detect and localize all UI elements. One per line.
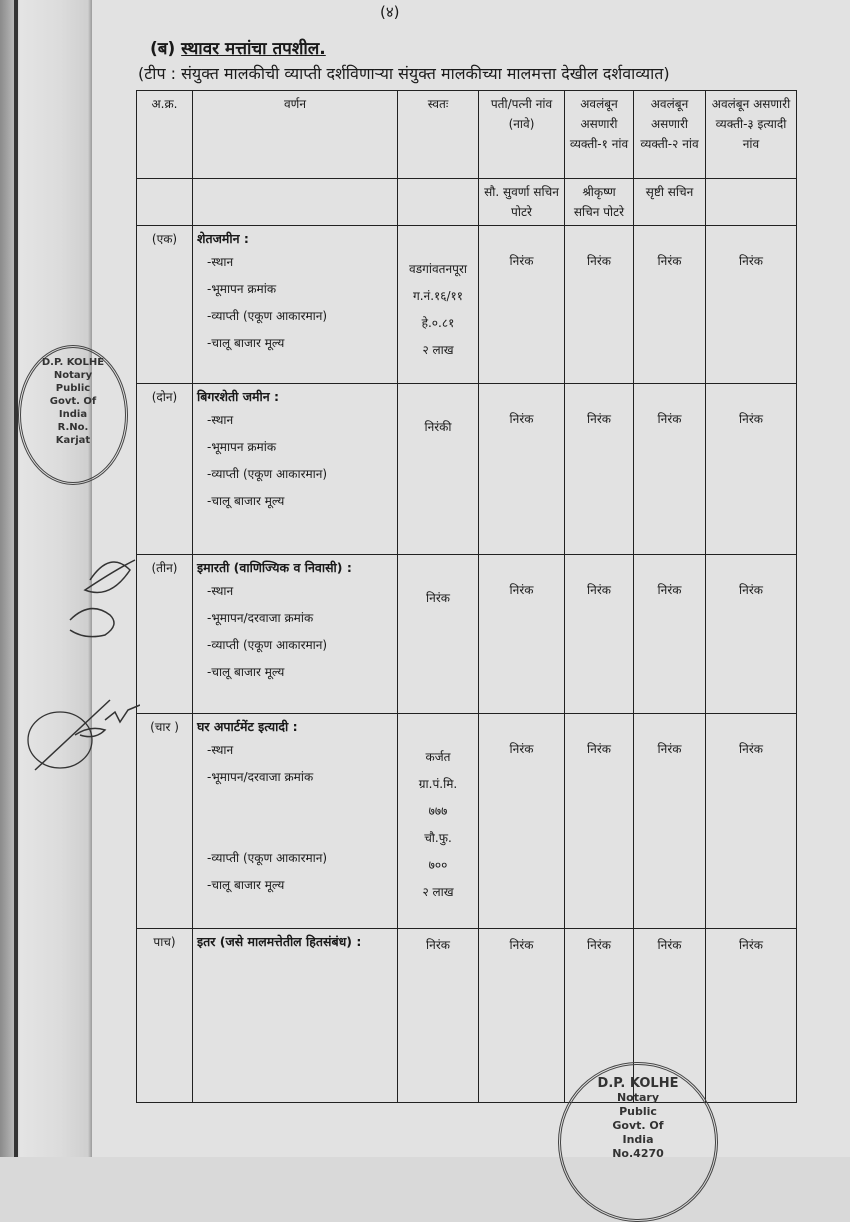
row-item: -भूमापन/दरवाजा क्रमांक [207,770,314,784]
nil-value: निरंक [587,254,611,268]
stamp-line: Public [55,383,91,394]
stamp-line: Govt. Of [612,1119,664,1132]
names-empty-1 [137,179,193,226]
row-item: -भूमापन/दरवाजा क्रमांक [207,611,314,625]
row-category: घर अपार्टमेंट इत्यादी : [197,719,298,734]
row-number: (दोन) [137,384,193,555]
self-value: निरंक [426,938,450,952]
self-value: २ लाख [422,343,454,357]
dependent-2-cell [634,384,706,555]
section-marker: (ब) [150,39,176,59]
nil-value: निरंक [739,412,763,426]
self-value: वडगांवतनपूरा [409,262,467,276]
nil-value: निरंक [509,412,534,426]
signature-stroke [85,560,135,593]
row-description [193,384,398,555]
nil-value: निरंक [657,254,682,268]
self-value: ७७७ [428,804,448,818]
row-item: -स्थान [207,413,234,427]
nil-value: निरंक [657,742,682,756]
nil-value: निरंक [587,938,611,952]
header-dependent-3: अवलंबून असणारी व्यक्ती-३ इत्यादी नांव [706,91,797,179]
header-dependent-1: अवलंबून असणारी व्यक्ती-१ नांव [565,91,634,179]
dependent-1-cell [565,384,634,555]
spouse-cell [479,384,565,555]
nil-value: निरंक [509,938,534,952]
note-text: (टीप : संयुक्त मालकीची व्याप्ती दर्शविणाऱ्या संयुक्त मालकीच्या मालमत्ता देखील दर्शवाव्यात) [138,64,670,83]
dependent-1-cell [565,714,634,929]
nil-value: निरंक [657,938,682,952]
row-category: बिगरशेती जमीन : [197,389,280,404]
stamp-line: R.No. [57,422,89,433]
row-category: शेतजमीन : [197,231,249,246]
row-description [193,555,398,714]
spouse-cell [479,226,565,384]
self-value: २ लाख [422,885,454,899]
nil-value: निरंक [587,583,611,597]
self-value: ग.नं.१६/११ [412,289,464,303]
header-self: स्वतः [398,91,479,179]
stamp-line: No.4270 [612,1147,664,1160]
nil-value: निरंक [587,412,611,426]
notary-stamp-bottom [558,1062,718,1222]
nil-value: निरंक [739,938,763,952]
row-self [398,555,479,714]
dependent-1-name: श्रीकृष्ण सचिन पोटरे [565,179,634,226]
self-value: निरंक [426,591,450,605]
nil-value: निरंक [739,742,763,756]
row-item: -स्थान [207,743,234,757]
table-row [137,384,797,555]
dependent-3-cell [706,555,797,714]
header-spouse: पती/पत्नी नांव (नावे) [479,91,565,179]
dependent-2-cell [634,714,706,929]
dependent-3-cell [706,384,797,555]
assets-table [136,90,797,1103]
stamp-line: Notary [53,370,93,381]
names-empty-3 [398,179,479,226]
stamp-line: D.P. KOLHE [41,357,105,368]
spouse-cell [479,555,565,714]
row-item: -चालू बाजार मूल्य [207,336,285,350]
row-item: -व्याप्ती (एकूण आकारमान) [207,309,328,323]
row-item: -स्थान [207,255,234,269]
row-self [398,929,479,1103]
section-heading [150,36,326,59]
nil-value: निरंक [657,412,682,426]
signature-stroke [105,705,140,722]
header-dependent-2: अवलंबून असणारी व्यक्ती-२ नांव [634,91,706,179]
signature-marks [20,540,140,780]
dependent-3-name [706,179,797,226]
stamp-line: India [58,409,88,420]
row-number: (एक) [137,226,193,384]
nil-value: निरंक [509,583,534,597]
row-number: (चार ) [137,714,193,929]
signature-circle [28,712,92,768]
dependent-1-cell [565,555,634,714]
row-item: -चालू बाजार मूल्य [207,665,285,679]
notary-stamp-left [18,345,128,485]
header-description: वर्णन [193,91,398,179]
row-item: -भूमापन क्रमांक [207,282,277,296]
nil-value: निरंक [739,583,763,597]
dependent-3-cell [706,226,797,384]
spouse-cell [479,714,565,929]
dependent-1-cell [565,226,634,384]
self-value: कर्जत [425,750,451,764]
row-description [193,929,398,1103]
signature-stroke [70,609,114,637]
spine-edge [14,0,18,1157]
self-value: निरंकी [424,420,452,434]
row-number: (तीन) [137,555,193,714]
signature-stroke [35,700,110,770]
row-item: -भूमापन क्रमांक [207,440,277,454]
row-category: इमारती (वाणिज्यिक व निवासी) : [197,560,352,575]
nil-value: निरंक [587,742,611,756]
dependent-2-cell [634,555,706,714]
nil-value: निरंक [739,254,763,268]
row-item: -चालू बाजार मूल्य [207,494,285,508]
row-item: -व्याप्ती (एकूण आकारमान) [207,467,328,481]
nil-value: निरंक [509,254,534,268]
row-self [398,226,479,384]
dependent-3-cell [706,714,797,929]
self-value: ग्रा.पं.मि. [418,777,458,791]
stamp-line: Govt. Of [49,396,97,407]
stamp-line: Karjat [55,435,91,446]
row-number: पाच) [137,929,193,1103]
self-value: चौ.फु. [424,831,452,845]
row-item: -व्याप्ती (एकूण आकारमान) [207,638,328,652]
row-item: -व्याप्ती (एकूण आकारमान) [207,851,328,865]
nil-value: निरंक [509,742,534,756]
dependent-3-cell [706,929,797,1103]
row-item: -स्थान [207,584,234,598]
page-number: (४) [380,3,400,21]
nil-value: निरंक [657,583,682,597]
section-title: स्थावर मत्तांचा तपशील. [181,39,326,59]
table-row [137,555,797,714]
row-description [193,226,398,384]
stamp-line: Public [619,1105,657,1118]
table-row [137,714,797,929]
names-row [137,179,797,226]
row-description [193,714,398,929]
row-item: -चालू बाजार मूल्य [207,878,285,892]
dependent-2-cell [634,226,706,384]
self-value: ७०० [428,858,448,872]
header-row [137,91,797,179]
spouse-name: सौ. सुवर्णा सचिन पोटरे [479,179,565,226]
row-self [398,714,479,929]
row-self [398,384,479,555]
stamp-line: D.P. KOLHE [597,1076,679,1091]
self-value: हे.०.८१ [421,316,455,330]
header-serial: अ.क्र. [137,91,193,179]
table-row [137,226,797,384]
stamp-line: India [622,1133,654,1146]
spouse-cell [479,929,565,1103]
dependent-2-name: सृष्टी सचिन [634,179,706,226]
names-empty-2 [193,179,398,226]
row-category: इतर (जसे मालमत्तेतील हितसंबंध) : [197,934,362,949]
stamp-line: Notary [616,1091,660,1104]
